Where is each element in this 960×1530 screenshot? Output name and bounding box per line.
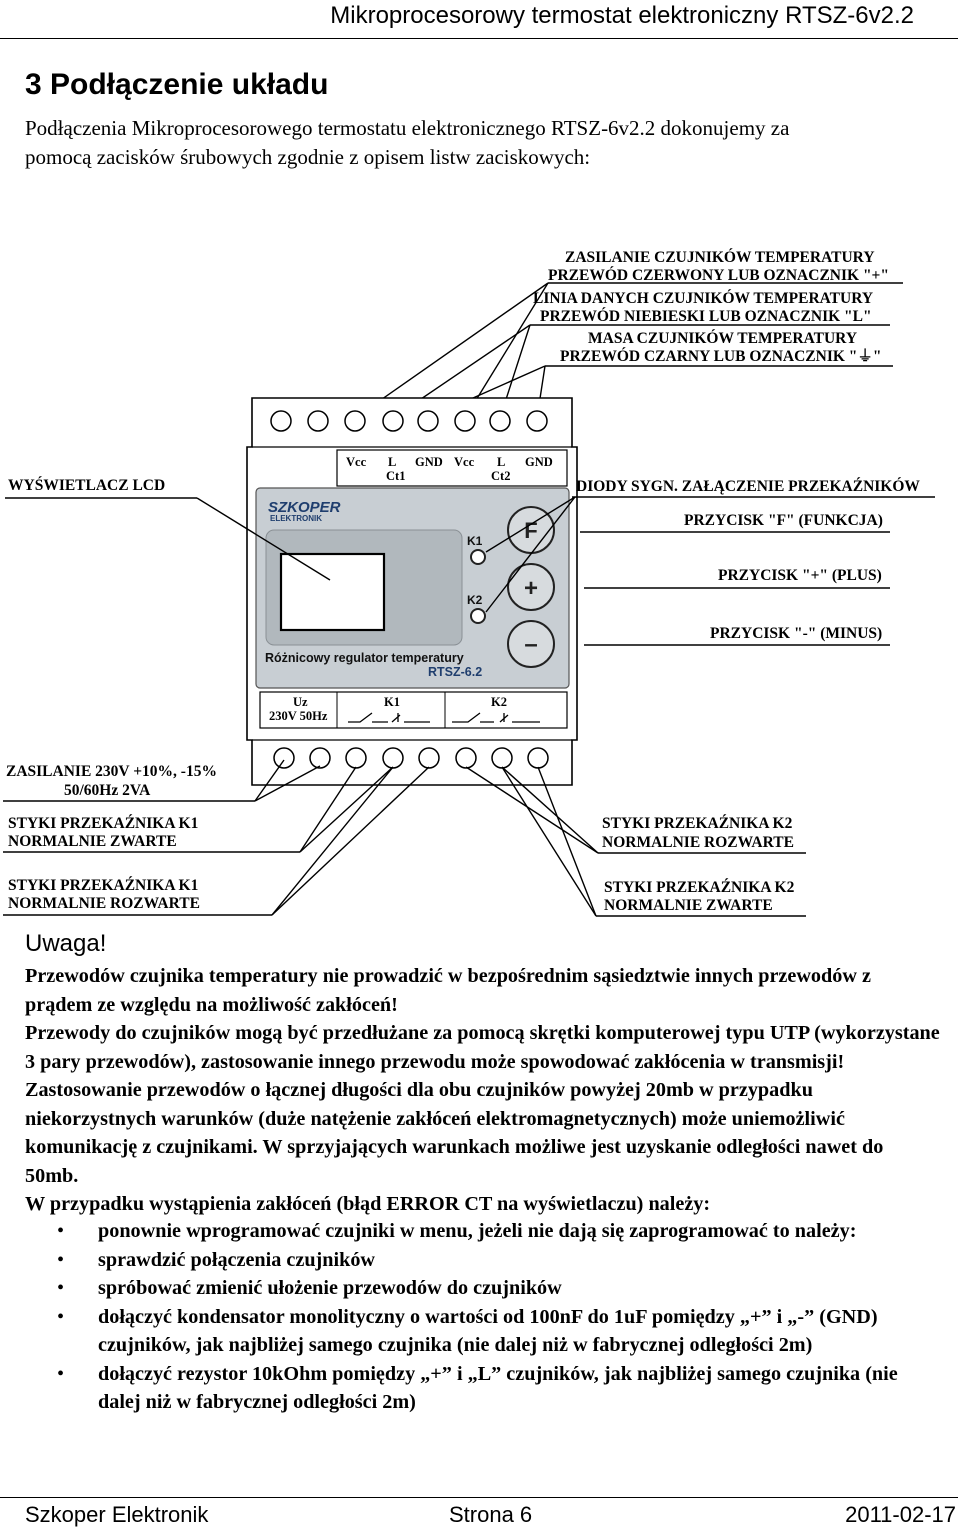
button-plus-label: + (523, 575, 539, 602)
list-item-text: dołączyć rezystor 10kOhm pomiędzy „+” i „L” czujników, jak najbliżej samego czujnika (nie dalej niż w fabrycznej odległości 2m) (98, 1362, 898, 1413)
ct1-label: Ct1 (386, 469, 406, 483)
relay-k2-label: K2 (491, 695, 507, 709)
label-power-1: ZASILANIE 230V +10%, -15% (6, 763, 217, 780)
list-item-text: ponownie wprogramować czujniki w menu, jeżeli nie dają się zaprogramować to należy: (98, 1220, 857, 1242)
document-title: Mikroprocesorowy termostat elektroniczny RTSZ-6v2.2 (330, 2, 914, 29)
label-button-plus: PRZYCISK "+" (PLUS) (718, 567, 882, 584)
warning-body (25, 962, 940, 1219)
label-k1-no-2: NORMALNIE ROZWARTE (8, 895, 200, 912)
label-blue-wire: PRZEWÓD NIEBIESKI LUB OZNACZNIK "L" (540, 308, 872, 325)
uz-spec: 230V 50Hz (269, 709, 328, 723)
label-lcd: WYŚWIETLACZ LCD (8, 477, 166, 494)
list-item (25, 1246, 940, 1275)
uz-label: Uz (293, 695, 308, 709)
label-k2-nc-1: STYKI PRZEKAŹNIKA K2 (604, 879, 795, 896)
button-plus[interactable] (508, 564, 554, 610)
label-black-wire: PRZEWÓD CZARNY LUB OZNACZNIK "⏚" (560, 348, 882, 365)
intro-paragraph (25, 114, 935, 172)
label-k1-nc-2: NORMALNIE ZWARTE (8, 833, 177, 850)
label-button-f: PRZYCISK "F" (FUNKCJA) (684, 512, 883, 529)
terminal-vcc-2: Vcc (454, 455, 475, 469)
terminal-l-1: L (388, 455, 397, 469)
label-sensor-power: ZASILANIE CZUJNIKÓW TEMPERATURY (565, 249, 875, 266)
label-k2-no-1: STYKI PRZEKAŹNIKA K2 (602, 815, 793, 832)
label-k1-nc-1: STYKI PRZEKAŹNIKA K1 (8, 815, 199, 832)
list-item (25, 1217, 940, 1246)
label-red-wire: PRZEWÓD CZERWONY LUB OZNACZNIK "+" (548, 267, 889, 284)
button-minus-label: – (524, 631, 538, 658)
label-diodes: DIODY SYGN. ZAŁĄCZENIE PRZEKAŹNIKÓW (576, 478, 920, 495)
page-footer (0, 1497, 958, 1530)
label-sensor-ground: MASA CZUJNIKÓW TEMPERATURY (588, 330, 858, 347)
list-item-text: spróbować zmienić ułożenie przewodów do czujników (98, 1277, 562, 1299)
bullet-icon: • (57, 1220, 65, 1242)
intro-line-1: Podłączenia Mikroprocesorowego termostatu elektronicznego RTSZ-6v2.2 dokonujemy za (25, 116, 790, 140)
label-k1-no-1: STYKI PRZEKAŹNIKA K1 (8, 877, 199, 894)
bullet-icon: • (57, 1362, 65, 1385)
sensor-wire-labels (530, 249, 903, 366)
lcd-display (281, 554, 384, 630)
device-model: RTSZ-6.2 (428, 665, 483, 679)
list-item-text: sprawdzić połączenia czujników (98, 1248, 376, 1271)
bullet-icon: • (57, 1277, 65, 1299)
terminal-l-2: L (497, 455, 506, 469)
footer-date: 2011-02-17 (845, 1502, 956, 1527)
label-power-2: 50/60Hz 2VA (64, 782, 151, 799)
warning-paragraph-2: Przewody do czujników mogą być przedłużane za pomocą skrętki komputerowej typu UTP (wykorzystane 3 pary przewodów), zastosowanie innego przewodu może spowodować zakłócenia w transmisji! Zastosowanie przewodów o łącznej długości dla obu czujników powyżej 20mb w przypadku niekorzystnych warunków (duże natężenie zakłóceń elektromagnetycznych) może uniemożliwić komunikację z czujnikami. W sprzyjających warunkach możliwe jest uzyskanie odległości nawet do 50mb. (25, 1022, 940, 1187)
led-k2-label: K2 (467, 593, 483, 607)
label-button-minus: PRZYCISK "-" (MINUS) (710, 625, 883, 642)
bullet-icon: • (57, 1305, 65, 1328)
section-heading: 3 Podłączenie układu (25, 68, 329, 101)
list-item (25, 1303, 940, 1360)
device-name: Różnicowy regulator temperatury (265, 651, 464, 665)
bullet-icon: • (57, 1248, 65, 1271)
list-item-text: dołączyć kondensator monolityczny o wartości od 100nF do 1uF pomiędzy „+” i „-” (GND) czujników, jak najbliżej samego czujnika (nie dalej niż w fabrycznej odległości 2m) (98, 1305, 878, 1356)
button-minus[interactable] (508, 621, 554, 667)
list-item (25, 1274, 940, 1303)
page-header (0, 0, 958, 39)
warning-title: Uwaga! (25, 930, 107, 957)
terminal-gnd-1: GND (415, 455, 443, 469)
warning-paragraph-1: Przewodów czujnika temperatury nie prowadzić w bezpośrednim sąsiedztwie innych przewodów z prądem ze względu na możliwość zakłóceń! (25, 965, 871, 1016)
brand-sub: ELEKTRONIK (270, 514, 322, 523)
led-k2-icon (471, 609, 485, 623)
footer-company: Szkoper Elektronik (25, 1502, 209, 1527)
wiring-diagram (0, 240, 960, 920)
led-k1-icon (471, 550, 485, 564)
brand-logo: SZKOPER (268, 499, 341, 516)
device-enclosure (247, 398, 577, 785)
led-k1-label: K1 (467, 534, 483, 548)
footer-page-number: Strona 6 (449, 1502, 533, 1527)
button-f-label: F (524, 518, 538, 543)
warning-paragraph-3: W przypadku wystąpienia zakłóceń (błąd ERROR CT na wyświetlaczu) należy: (25, 1193, 711, 1215)
terminal-gnd-2: GND (525, 455, 553, 469)
ct2-label: Ct2 (491, 469, 511, 483)
label-k2-nc-2: NORMALNIE ZWARTE (604, 897, 773, 914)
label-data-line: LINIA DANYCH CZUJNIKÓW TEMPERATURY (533, 290, 874, 307)
terminal-vcc-1: Vcc (346, 455, 367, 469)
intro-line-2: pomocą zacisków śrubowych zgodnie z opisem listw zaciskowych: (25, 145, 591, 169)
label-k2-no-2: NORMALNIE ROZWARTE (602, 834, 794, 851)
remedy-list (25, 1217, 940, 1417)
relay-k1-label: K1 (384, 695, 400, 709)
list-item (25, 1360, 940, 1417)
